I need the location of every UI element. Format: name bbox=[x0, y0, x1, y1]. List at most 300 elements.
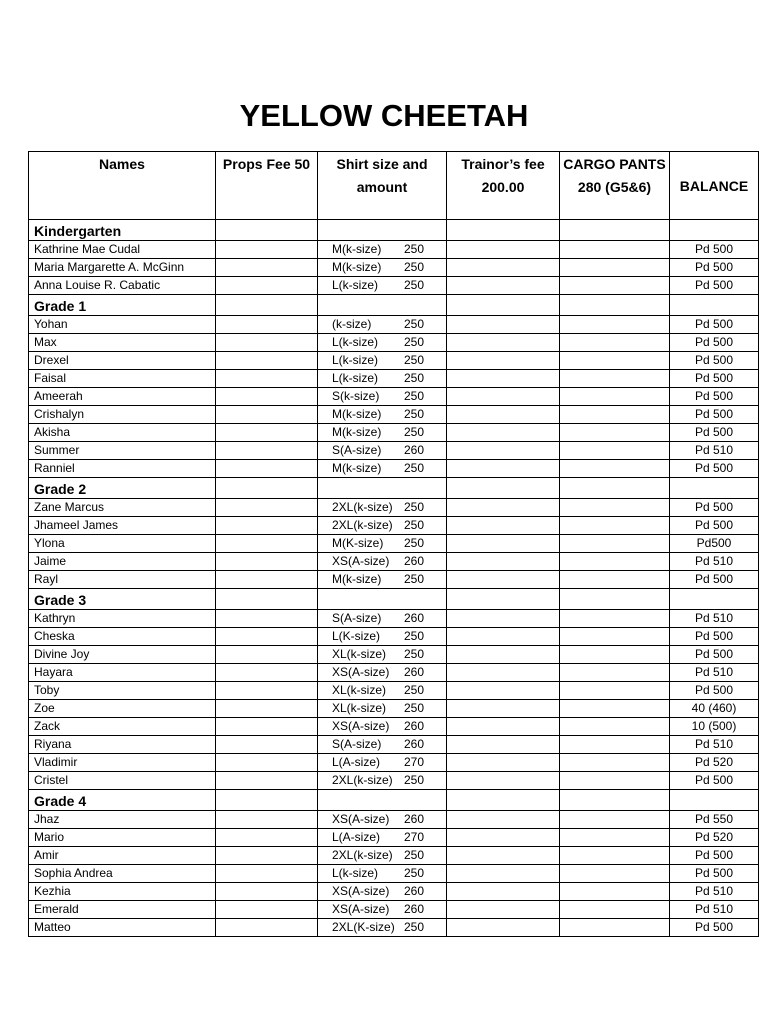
shirt-cell bbox=[318, 664, 447, 682]
props-fee-cell bbox=[216, 718, 318, 736]
balance-value: Pd 500 bbox=[670, 388, 759, 406]
shirt-cell bbox=[318, 334, 447, 352]
shirt-cell bbox=[318, 700, 447, 718]
empty-cell bbox=[216, 295, 318, 316]
shirt-size: L(k-size) bbox=[332, 353, 379, 367]
trainor-fee-cell bbox=[447, 628, 560, 646]
student-name: Mario bbox=[29, 829, 216, 847]
shirt-amount: 250 bbox=[404, 848, 425, 862]
shirt-cell bbox=[318, 442, 447, 460]
shirt-size: M(k-size) bbox=[332, 242, 382, 256]
empty-cell bbox=[560, 790, 670, 811]
shirt-cell bbox=[318, 499, 447, 517]
empty-cell bbox=[318, 589, 447, 610]
shirt-amount: 250 bbox=[404, 335, 425, 349]
trainor-fee-cell bbox=[447, 553, 560, 571]
student-row bbox=[29, 535, 759, 553]
shirt-amount: 250 bbox=[404, 500, 425, 514]
shirt-size: M(k-size) bbox=[332, 407, 382, 421]
props-fee-cell bbox=[216, 883, 318, 901]
student-name: Amir bbox=[29, 847, 216, 865]
empty-cell bbox=[670, 478, 759, 499]
props-fee-cell bbox=[216, 424, 318, 442]
trainor-fee-cell bbox=[447, 901, 560, 919]
trainor-fee-cell bbox=[447, 811, 560, 829]
student-name: Riyana bbox=[29, 736, 216, 754]
student-name: Kathrine Mae Cudal bbox=[29, 241, 216, 259]
shirt-size: M(K-size) bbox=[332, 536, 384, 550]
cargo-pants-cell bbox=[560, 646, 670, 664]
shirt-amount: 260 bbox=[404, 884, 425, 898]
balance-value: 40 (460) bbox=[670, 700, 759, 718]
trainor-fee-cell bbox=[447, 736, 560, 754]
shirt-size: XL(k-size) bbox=[332, 647, 387, 661]
student-row bbox=[29, 664, 759, 682]
shirt-cell bbox=[318, 535, 447, 553]
balance-value: Pd 500 bbox=[670, 424, 759, 442]
shirt-amount: 250 bbox=[404, 425, 425, 439]
empty-cell bbox=[447, 295, 560, 316]
student-name: Drexel bbox=[29, 352, 216, 370]
grade-section-row bbox=[29, 295, 759, 316]
empty-cell bbox=[560, 478, 670, 499]
shirt-size: (k-size) bbox=[332, 317, 372, 331]
trainor-fee-cell bbox=[447, 259, 560, 277]
shirt-cell bbox=[318, 610, 447, 628]
shirt-amount: 260 bbox=[404, 719, 425, 733]
trainor-fee-cell bbox=[447, 772, 560, 790]
grade-section-row bbox=[29, 478, 759, 499]
shirt-amount: 250 bbox=[404, 920, 425, 934]
cargo-pants-cell bbox=[560, 277, 670, 295]
shirt-cell bbox=[318, 370, 447, 388]
header-balance: BALANCE bbox=[670, 152, 759, 220]
shirt-amount: 250 bbox=[404, 278, 425, 292]
cargo-pants-cell bbox=[560, 241, 670, 259]
shirt-amount: 250 bbox=[404, 407, 425, 421]
trainor-fee-cell bbox=[447, 571, 560, 589]
props-fee-cell bbox=[216, 664, 318, 682]
props-fee-cell bbox=[216, 571, 318, 589]
student-name: Zoe bbox=[29, 700, 216, 718]
grade-section-row bbox=[29, 220, 759, 241]
empty-cell bbox=[318, 220, 447, 241]
empty-cell bbox=[447, 790, 560, 811]
shirt-amount: 250 bbox=[404, 317, 425, 331]
header-names: Names bbox=[29, 152, 216, 220]
cargo-pants-cell bbox=[560, 406, 670, 424]
shirt-cell bbox=[318, 883, 447, 901]
balance-value: Pd 500 bbox=[670, 370, 759, 388]
student-row bbox=[29, 241, 759, 259]
shirt-cell bbox=[318, 460, 447, 478]
student-name: Jhameel James bbox=[29, 517, 216, 535]
student-name: Ylona bbox=[29, 535, 216, 553]
trainor-fee-cell bbox=[447, 517, 560, 535]
props-fee-cell bbox=[216, 352, 318, 370]
student-name: Kezhia bbox=[29, 883, 216, 901]
cargo-pants-cell bbox=[560, 442, 670, 460]
trainor-fee-cell bbox=[447, 535, 560, 553]
student-row bbox=[29, 919, 759, 937]
props-fee-cell bbox=[216, 517, 318, 535]
shirt-cell bbox=[318, 811, 447, 829]
props-fee-cell bbox=[216, 847, 318, 865]
props-fee-cell bbox=[216, 406, 318, 424]
header-cargo-pants: CARGO PANTS 280 (G5&6) bbox=[560, 152, 670, 220]
shirt-size: L(k-size) bbox=[332, 866, 379, 880]
shirt-amount: 250 bbox=[404, 572, 425, 586]
shirt-cell bbox=[318, 553, 447, 571]
shirt-amount: 250 bbox=[404, 866, 425, 880]
trainor-fee-cell bbox=[447, 682, 560, 700]
shirt-cell bbox=[318, 517, 447, 535]
student-row bbox=[29, 352, 759, 370]
shirt-size: 2XL(k-size) bbox=[332, 773, 393, 787]
props-fee-cell bbox=[216, 919, 318, 937]
trainor-fee-cell bbox=[447, 718, 560, 736]
props-fee-cell bbox=[216, 499, 318, 517]
trainor-fee-cell bbox=[447, 334, 560, 352]
cargo-pants-cell bbox=[560, 664, 670, 682]
student-row bbox=[29, 736, 759, 754]
shirt-size: S(A-size) bbox=[332, 611, 382, 625]
shirt-amount: 250 bbox=[404, 260, 425, 274]
student-name: Akisha bbox=[29, 424, 216, 442]
props-fee-cell bbox=[216, 370, 318, 388]
shirt-size: XL(k-size) bbox=[332, 683, 387, 697]
cargo-pants-cell bbox=[560, 919, 670, 937]
shirt-amount: 250 bbox=[404, 701, 425, 715]
student-row bbox=[29, 388, 759, 406]
cargo-pants-cell bbox=[560, 682, 670, 700]
shirt-size: XS(A-size) bbox=[332, 719, 390, 733]
shirt-amount: 260 bbox=[404, 554, 425, 568]
shirt-size: S(A-size) bbox=[332, 443, 382, 457]
shirt-cell bbox=[318, 901, 447, 919]
student-name: Maria Margarette A. McGinn bbox=[29, 259, 216, 277]
balance-value: Pd 500 bbox=[670, 334, 759, 352]
balance-value: Pd 500 bbox=[670, 316, 759, 334]
balance-value: Pd 500 bbox=[670, 571, 759, 589]
student-row bbox=[29, 517, 759, 535]
trainor-fee-cell bbox=[447, 664, 560, 682]
cargo-pants-cell bbox=[560, 499, 670, 517]
balance-value: Pd 500 bbox=[670, 865, 759, 883]
shirt-size: XS(A-size) bbox=[332, 812, 390, 826]
shirt-amount: 250 bbox=[404, 683, 425, 697]
student-row bbox=[29, 865, 759, 883]
shirt-size: M(k-size) bbox=[332, 461, 382, 475]
student-name: Emerald bbox=[29, 901, 216, 919]
shirt-amount: 260 bbox=[404, 665, 425, 679]
student-row bbox=[29, 628, 759, 646]
shirt-amount: 250 bbox=[404, 629, 425, 643]
student-row bbox=[29, 370, 759, 388]
balance-value: Pd 500 bbox=[670, 682, 759, 700]
shirt-cell bbox=[318, 571, 447, 589]
cargo-pants-cell bbox=[560, 388, 670, 406]
balance-value: Pd 510 bbox=[670, 553, 759, 571]
trainor-fee-cell bbox=[447, 847, 560, 865]
cargo-pants-cell bbox=[560, 754, 670, 772]
balance-value: Pd 510 bbox=[670, 901, 759, 919]
props-fee-cell bbox=[216, 829, 318, 847]
student-name: Yohan bbox=[29, 316, 216, 334]
balance-value: Pd 500 bbox=[670, 628, 759, 646]
balance-value: Pd 500 bbox=[670, 241, 759, 259]
empty-cell bbox=[670, 790, 759, 811]
trainor-fee-cell bbox=[447, 919, 560, 937]
empty-cell bbox=[447, 478, 560, 499]
shirt-cell bbox=[318, 316, 447, 334]
props-fee-cell bbox=[216, 535, 318, 553]
grade-label: Grade 3 bbox=[29, 589, 216, 610]
header-props-fee: Props Fee 50 bbox=[216, 152, 318, 220]
props-fee-cell bbox=[216, 277, 318, 295]
student-row bbox=[29, 259, 759, 277]
shirt-size: M(k-size) bbox=[332, 572, 382, 586]
empty-cell bbox=[560, 220, 670, 241]
trainor-fee-cell bbox=[447, 277, 560, 295]
student-row bbox=[29, 829, 759, 847]
student-name: Sophia Andrea bbox=[29, 865, 216, 883]
balance-value: Pd 510 bbox=[670, 442, 759, 460]
cargo-pants-cell bbox=[560, 553, 670, 571]
trainor-fee-cell bbox=[447, 865, 560, 883]
cargo-pants-cell bbox=[560, 628, 670, 646]
props-fee-cell bbox=[216, 610, 318, 628]
balance-value: Pd 500 bbox=[670, 847, 759, 865]
student-row bbox=[29, 460, 759, 478]
shirt-cell bbox=[318, 352, 447, 370]
student-row bbox=[29, 754, 759, 772]
student-row bbox=[29, 442, 759, 460]
shirt-cell bbox=[318, 406, 447, 424]
balance-value: Pd 500 bbox=[670, 406, 759, 424]
props-fee-cell bbox=[216, 772, 318, 790]
student-row bbox=[29, 334, 759, 352]
empty-cell bbox=[216, 790, 318, 811]
balance-value: Pd 500 bbox=[670, 919, 759, 937]
shirt-size: L(k-size) bbox=[332, 335, 379, 349]
shirt-amount: 250 bbox=[404, 461, 425, 475]
student-row bbox=[29, 772, 759, 790]
trainor-fee-cell bbox=[447, 499, 560, 517]
shirt-size: L(K-size) bbox=[332, 629, 381, 643]
student-row bbox=[29, 316, 759, 334]
shirt-size: 2XL(k-size) bbox=[332, 500, 393, 514]
props-fee-cell bbox=[216, 553, 318, 571]
empty-cell bbox=[560, 295, 670, 316]
cargo-pants-cell bbox=[560, 571, 670, 589]
student-row bbox=[29, 610, 759, 628]
student-row bbox=[29, 277, 759, 295]
props-fee-cell bbox=[216, 736, 318, 754]
cargo-pants-cell bbox=[560, 829, 670, 847]
student-row bbox=[29, 811, 759, 829]
empty-cell bbox=[447, 220, 560, 241]
shirt-amount: 250 bbox=[404, 242, 425, 256]
shirt-amount: 250 bbox=[404, 518, 425, 532]
grade-section-row bbox=[29, 589, 759, 610]
trainor-fee-cell bbox=[447, 754, 560, 772]
shirt-size: XS(A-size) bbox=[332, 665, 390, 679]
cargo-pants-cell bbox=[560, 865, 670, 883]
cargo-pants-cell bbox=[560, 535, 670, 553]
props-fee-cell bbox=[216, 388, 318, 406]
balance-value: Pd 500 bbox=[670, 460, 759, 478]
payment-table bbox=[28, 151, 759, 937]
balance-value: Pd 500 bbox=[670, 277, 759, 295]
trainor-fee-cell bbox=[447, 883, 560, 901]
shirt-amount: 250 bbox=[404, 647, 425, 661]
cargo-pants-cell bbox=[560, 370, 670, 388]
balance-value: Pd 520 bbox=[670, 829, 759, 847]
student-row bbox=[29, 406, 759, 424]
trainor-fee-cell bbox=[447, 406, 560, 424]
empty-cell bbox=[318, 790, 447, 811]
cargo-pants-cell bbox=[560, 901, 670, 919]
balance-value: Pd 510 bbox=[670, 610, 759, 628]
cargo-pants-cell bbox=[560, 460, 670, 478]
balance-value: 10 (500) bbox=[670, 718, 759, 736]
shirt-amount: 250 bbox=[404, 773, 425, 787]
cargo-pants-cell bbox=[560, 718, 670, 736]
trainor-fee-cell bbox=[447, 316, 560, 334]
grade-section-row bbox=[29, 790, 759, 811]
shirt-amount: 250 bbox=[404, 536, 425, 550]
shirt-size: S(A-size) bbox=[332, 737, 382, 751]
balance-value: Pd 500 bbox=[670, 646, 759, 664]
props-fee-cell bbox=[216, 442, 318, 460]
shirt-cell bbox=[318, 646, 447, 664]
shirt-amount: 260 bbox=[404, 611, 425, 625]
props-fee-cell bbox=[216, 865, 318, 883]
student-name: Ameerah bbox=[29, 388, 216, 406]
trainor-fee-cell bbox=[447, 370, 560, 388]
props-fee-cell bbox=[216, 241, 318, 259]
shirt-cell bbox=[318, 919, 447, 937]
props-fee-cell bbox=[216, 316, 318, 334]
student-name: Cheska bbox=[29, 628, 216, 646]
empty-cell bbox=[670, 295, 759, 316]
student-name: Crishalyn bbox=[29, 406, 216, 424]
empty-cell bbox=[447, 589, 560, 610]
shirt-size: M(k-size) bbox=[332, 260, 382, 274]
student-name: Ranniel bbox=[29, 460, 216, 478]
cargo-pants-cell bbox=[560, 316, 670, 334]
cargo-pants-cell bbox=[560, 334, 670, 352]
student-row bbox=[29, 424, 759, 442]
shirt-cell bbox=[318, 736, 447, 754]
table-body bbox=[29, 220, 759, 937]
shirt-size: L(k-size) bbox=[332, 371, 379, 385]
shirt-amount: 250 bbox=[404, 353, 425, 367]
student-name: Jhaz bbox=[29, 811, 216, 829]
trainor-fee-cell bbox=[447, 388, 560, 406]
shirt-cell bbox=[318, 388, 447, 406]
cargo-pants-cell bbox=[560, 847, 670, 865]
props-fee-cell bbox=[216, 628, 318, 646]
shirt-cell bbox=[318, 241, 447, 259]
cargo-pants-cell bbox=[560, 736, 670, 754]
trainor-fee-cell bbox=[447, 829, 560, 847]
shirt-cell bbox=[318, 718, 447, 736]
student-name: Vladimir bbox=[29, 754, 216, 772]
shirt-amount: 270 bbox=[404, 755, 425, 769]
props-fee-cell bbox=[216, 700, 318, 718]
header-shirt-size: Shirt size and amount bbox=[318, 152, 447, 220]
shirt-size: L(A-size) bbox=[332, 755, 381, 769]
shirt-size: L(k-size) bbox=[332, 278, 379, 292]
student-row bbox=[29, 700, 759, 718]
trainor-fee-cell bbox=[447, 352, 560, 370]
cargo-pants-cell bbox=[560, 610, 670, 628]
props-fee-cell bbox=[216, 259, 318, 277]
student-row bbox=[29, 553, 759, 571]
cargo-pants-cell bbox=[560, 517, 670, 535]
props-fee-cell bbox=[216, 811, 318, 829]
balance-value: Pd 500 bbox=[670, 352, 759, 370]
shirt-amount: 270 bbox=[404, 830, 425, 844]
balance-value: Pd 510 bbox=[670, 883, 759, 901]
shirt-amount: 260 bbox=[404, 902, 425, 916]
shirt-size: M(k-size) bbox=[332, 425, 382, 439]
grade-label: Grade 4 bbox=[29, 790, 216, 811]
empty-cell bbox=[216, 478, 318, 499]
student-name: Summer bbox=[29, 442, 216, 460]
grade-label: Kindergarten bbox=[29, 220, 216, 241]
balance-value: Pd 500 bbox=[670, 772, 759, 790]
empty-cell bbox=[318, 478, 447, 499]
shirt-cell bbox=[318, 865, 447, 883]
student-name: Kathryn bbox=[29, 610, 216, 628]
header-row bbox=[29, 152, 759, 220]
trainor-fee-cell bbox=[447, 610, 560, 628]
trainor-fee-cell bbox=[447, 460, 560, 478]
props-fee-cell bbox=[216, 334, 318, 352]
shirt-cell bbox=[318, 277, 447, 295]
cargo-pants-cell bbox=[560, 352, 670, 370]
empty-cell bbox=[318, 295, 447, 316]
balance-value: Pd 550 bbox=[670, 811, 759, 829]
balance-value: Pd 510 bbox=[670, 736, 759, 754]
grade-label: Grade 1 bbox=[29, 295, 216, 316]
props-fee-cell bbox=[216, 682, 318, 700]
shirt-amount: 260 bbox=[404, 812, 425, 826]
shirt-size: S(k-size) bbox=[332, 389, 380, 403]
student-row bbox=[29, 499, 759, 517]
balance-value: Pd500 bbox=[670, 535, 759, 553]
shirt-cell bbox=[318, 259, 447, 277]
cargo-pants-cell bbox=[560, 772, 670, 790]
balance-value: Pd 520 bbox=[670, 754, 759, 772]
shirt-amount: 250 bbox=[404, 371, 425, 385]
student-name: Faisal bbox=[29, 370, 216, 388]
student-row bbox=[29, 901, 759, 919]
shirt-size: L(A-size) bbox=[332, 830, 381, 844]
shirt-size: XS(A-size) bbox=[332, 884, 390, 898]
cargo-pants-cell bbox=[560, 259, 670, 277]
shirt-cell bbox=[318, 628, 447, 646]
student-row bbox=[29, 571, 759, 589]
trainor-fee-cell bbox=[447, 442, 560, 460]
student-row bbox=[29, 718, 759, 736]
student-name: Rayl bbox=[29, 571, 216, 589]
balance-value: Pd 500 bbox=[670, 517, 759, 535]
cargo-pants-cell bbox=[560, 811, 670, 829]
